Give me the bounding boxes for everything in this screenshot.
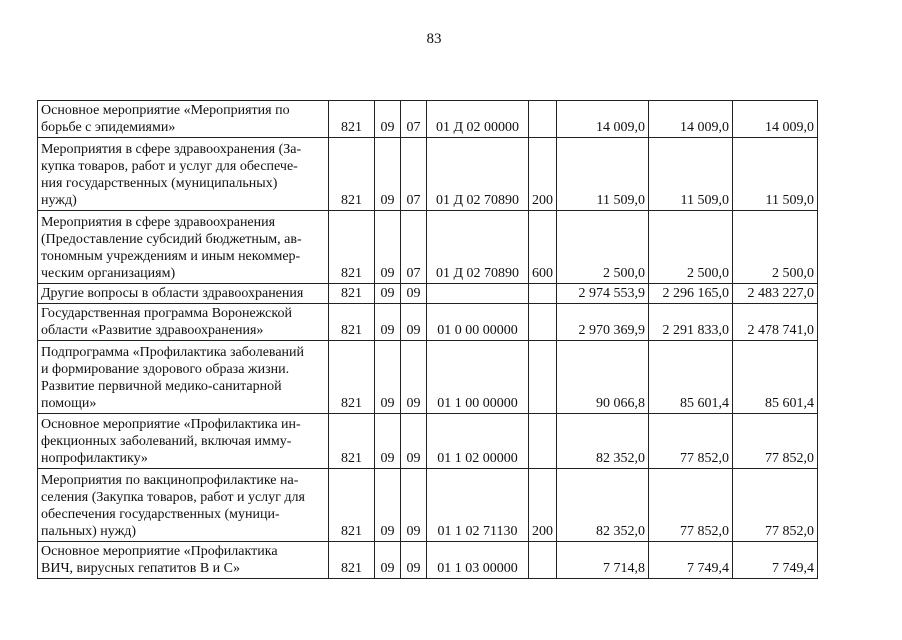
expense-type-code <box>529 542 557 579</box>
subsection-code: 09 <box>401 414 427 469</box>
budget-table <box>37 100 818 579</box>
target-article-code <box>427 284 529 304</box>
row-description: Основное мероприятие «Мероприятия по борьбе с эпидемиями» <box>38 101 329 138</box>
grbs-code: 821 <box>329 211 375 284</box>
grbs-code: 821 <box>329 469 375 542</box>
target-article-code: 01 Д 02 70890 <box>427 211 529 284</box>
row-description: Мероприятия в сфере здравоохранения (Предоставление субсидий бюджетным, ав- тономным учреждениям и иным некоммер- ческим организациям) <box>38 211 329 284</box>
amount-year-3: 77 852,0 <box>733 469 818 542</box>
row-description: Основное мероприятие «Профилактика ВИЧ, вирусных гепатитов В и С» <box>38 542 329 579</box>
table-row <box>38 341 818 414</box>
expense-type-code <box>529 101 557 138</box>
amount-year-3: 14 009,0 <box>733 101 818 138</box>
amount-year-1: 14 009,0 <box>557 101 649 138</box>
table-row <box>38 414 818 469</box>
section-code: 09 <box>375 284 401 304</box>
section-code: 09 <box>375 414 401 469</box>
page-number: 83 <box>426 31 442 47</box>
grbs-code: 821 <box>329 284 375 304</box>
section-code: 09 <box>375 341 401 414</box>
table-body <box>38 101 818 579</box>
amount-year-2: 14 009,0 <box>649 101 733 138</box>
expense-type-code <box>529 304 557 341</box>
table-row <box>38 211 818 284</box>
amount-year-1: 2 500,0 <box>557 211 649 284</box>
amount-year-1: 82 352,0 <box>557 469 649 542</box>
row-description: Мероприятия по вакцинопрофилактике на- селения (Закупка товаров, работ и услуг для обеспечения государственных (муници- пальных) нужд) <box>38 469 329 542</box>
table-row <box>38 101 818 138</box>
expense-type-code <box>529 284 557 304</box>
amount-year-2: 7 749,4 <box>649 542 733 579</box>
section-code: 09 <box>375 211 401 284</box>
amount-year-2: 77 852,0 <box>649 469 733 542</box>
grbs-code: 821 <box>329 101 375 138</box>
amount-year-1: 7 714,8 <box>557 542 649 579</box>
table-row <box>38 542 818 579</box>
section-code: 09 <box>375 101 401 138</box>
subsection-code: 09 <box>401 304 427 341</box>
target-article-code: 01 Д 02 70890 <box>427 138 529 211</box>
amount-year-1: 2 970 369,9 <box>557 304 649 341</box>
subsection-code: 09 <box>401 341 427 414</box>
subsection-code: 09 <box>401 284 427 304</box>
row-description: Основное мероприятие «Профилактика ин- фекционных заболеваний, включая имму- нопрофилактику» <box>38 414 329 469</box>
expense-type-code: 200 <box>529 469 557 542</box>
amount-year-2: 2 500,0 <box>649 211 733 284</box>
amount-year-3: 11 509,0 <box>733 138 818 211</box>
table-row <box>38 138 818 211</box>
subsection-code: 07 <box>401 138 427 211</box>
subsection-code: 09 <box>401 469 427 542</box>
target-article-code: 01 1 02 00000 <box>427 414 529 469</box>
row-description: Другие вопросы в области здравоохранения <box>38 284 329 304</box>
amount-year-2: 85 601,4 <box>649 341 733 414</box>
target-article-code: 01 1 00 00000 <box>427 341 529 414</box>
amount-year-3: 77 852,0 <box>733 414 818 469</box>
table-row <box>38 284 818 304</box>
target-article-code: 01 1 02 71130 <box>427 469 529 542</box>
section-code: 09 <box>375 542 401 579</box>
subsection-code: 09 <box>401 542 427 579</box>
target-article-code: 01 1 03 00000 <box>427 542 529 579</box>
table-row <box>38 469 818 542</box>
section-code: 09 <box>375 469 401 542</box>
amount-year-2: 11 509,0 <box>649 138 733 211</box>
row-description: Государственная программа Воронежской области «Развитие здравоохранения» <box>38 304 329 341</box>
row-description: Мероприятия в сфере здравоохранения (За- купка товаров, работ и услуг для обеспече- ния государственных (муниципальных) нужд) <box>38 138 329 211</box>
amount-year-1: 2 974 553,9 <box>557 284 649 304</box>
amount-year-3: 2 500,0 <box>733 211 818 284</box>
section-code: 09 <box>375 304 401 341</box>
grbs-code: 821 <box>329 341 375 414</box>
grbs-code: 821 <box>329 138 375 211</box>
target-article-code: 01 Д 02 00000 <box>427 101 529 138</box>
amount-year-3: 7 749,4 <box>733 542 818 579</box>
grbs-code: 821 <box>329 414 375 469</box>
amount-year-3: 2 478 741,0 <box>733 304 818 341</box>
table-row <box>38 304 818 341</box>
grbs-code: 821 <box>329 542 375 579</box>
section-code: 09 <box>375 138 401 211</box>
expense-type-code <box>529 341 557 414</box>
expense-type-code: 200 <box>529 138 557 211</box>
amount-year-2: 2 291 833,0 <box>649 304 733 341</box>
grbs-code: 821 <box>329 304 375 341</box>
subsection-code: 07 <box>401 211 427 284</box>
subsection-code: 07 <box>401 101 427 138</box>
expense-type-code <box>529 414 557 469</box>
amount-year-1: 90 066,8 <box>557 341 649 414</box>
target-article-code: 01 0 00 00000 <box>427 304 529 341</box>
amount-year-2: 2 296 165,0 <box>649 284 733 304</box>
amount-year-1: 11 509,0 <box>557 138 649 211</box>
amount-year-3: 85 601,4 <box>733 341 818 414</box>
amount-year-3: 2 483 227,0 <box>733 284 818 304</box>
row-description: Подпрограмма «Профилактика заболеваний и формирование здорового образа жизни. Развитие первичной медико-санитарной помощи» <box>38 341 329 414</box>
expense-type-code: 600 <box>529 211 557 284</box>
amount-year-1: 82 352,0 <box>557 414 649 469</box>
amount-year-2: 77 852,0 <box>649 414 733 469</box>
